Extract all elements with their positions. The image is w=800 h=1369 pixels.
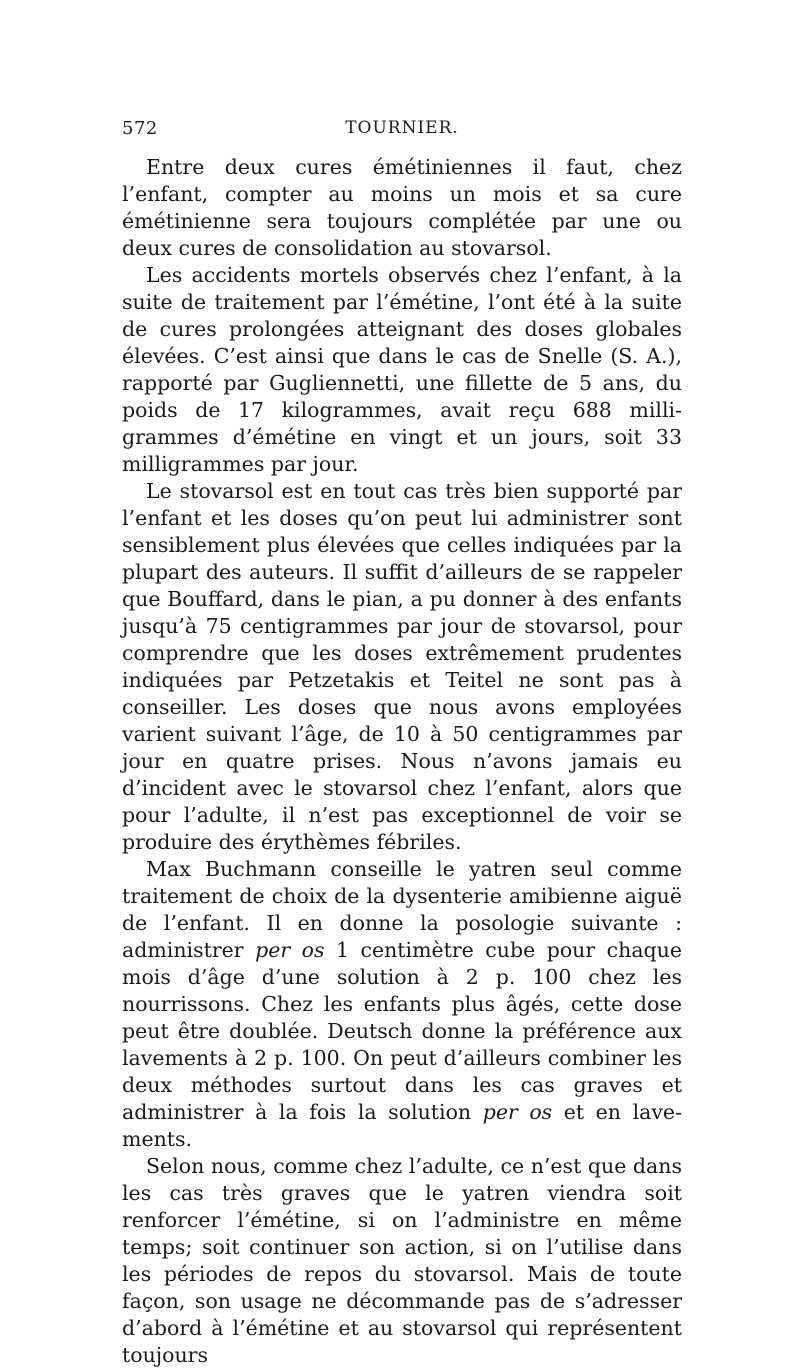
- paragraph-2: [122, 262, 682, 478]
- paragraph-5-text: Selon nous, comme chez l’adulte, ce n’est que dans les cas très graves que le yatren viendra soit renforcer l’émétine, si on l’administre en même temps; soit continuer son action, si on l’utilise dans les périodes de repos du stovarsol. Mais de toute façon, son usage ne décommande pas de s’adresser d’abord à l’émétine et au stovarsol qui représentent toujours: [122, 1154, 682, 1367]
- body-text: [122, 154, 682, 1369]
- paragraph-4-text-a: Max Buchmann conseille le yatren seul comme traitement de choix de la dysenterie amibienne aiguë de l’enfant. Il en donne la posologie suivante : administrer: [122, 857, 682, 962]
- paragraph-1: [122, 154, 682, 262]
- paragraph-1-text: Entre deux cures émétiniennes il faut, chez l’enfant, compter au moins un mois et sa cure émétinienne sera toujours complétée par une ou deux cures de consolidation au stovarsol.: [122, 155, 682, 260]
- latin-term-per-os: per os: [482, 1100, 553, 1124]
- paragraph-4-text-c: et en lavements.: [122, 1100, 683, 1151]
- paragraph-3: [122, 478, 682, 856]
- paragraph-2-text: Les accidents mortels observés chez l’enfant, à la suite de traitement par l’émétine, l’ont été à la suite de cures prolongées atteignant des doses globales élevées. C’est ainsi que dans le cas de Snelle (S. A.), rapporté par Gugliennetti, une fillette de 5 ans, du poids de 17 kilogrammes, avait reçu 688 milligrammes d’émétine en vingt et un jours, soit 33 milligrammes par jour.: [122, 263, 682, 476]
- page-number: 572: [122, 118, 158, 139]
- book-page: [122, 118, 682, 1369]
- latin-term-per-os: per os: [255, 938, 325, 962]
- paragraph-5: [122, 1153, 682, 1369]
- paragraph-4-text-b: 1 centimètre cube pour chaque mois d’âge d’une solution à 2 p. 100 chez les nourrissons. Chez les enfants plus âgés, cette dose peut être doublée. Deutsch donne la préférence aux lavements à 2 p. 100. On peut d’ailleurs combiner les deux méthodes surtout dans les cas graves et administrer à la fois la solution: [122, 938, 683, 1124]
- paragraph-3-text: Le stovarsol est en tout cas très bien supporté par l’enfant et les doses qu’on peut lui administrer sont sensiblement plus élevées que celles indiquées par la plupart des auteurs. Il suffit d’ailleurs de se rappeler que Bouffard, dans le pian, a pu donner à des enfants jusqu’à 75 centigrammes par jour de stovarsol, pour comprendre que les doses extrêmement prudentes indiquées par Petzetakis et Teitel ne sont pas à conseiller. Les doses que nous avons employées varient suivant l’âge, de 10 à 50 centigrammes par jour en quatre prises. Nous n’avons jamais eu d’incident avec le stovarsol chez l’enfant, alors que pour l’adulte, il n’est pas exceptionnel de voir se produire des érythèmes fébriles.: [122, 479, 682, 854]
- paragraph-4: [122, 856, 682, 1153]
- running-title: TOURNIER.: [345, 118, 459, 138]
- running-head: [122, 118, 682, 148]
